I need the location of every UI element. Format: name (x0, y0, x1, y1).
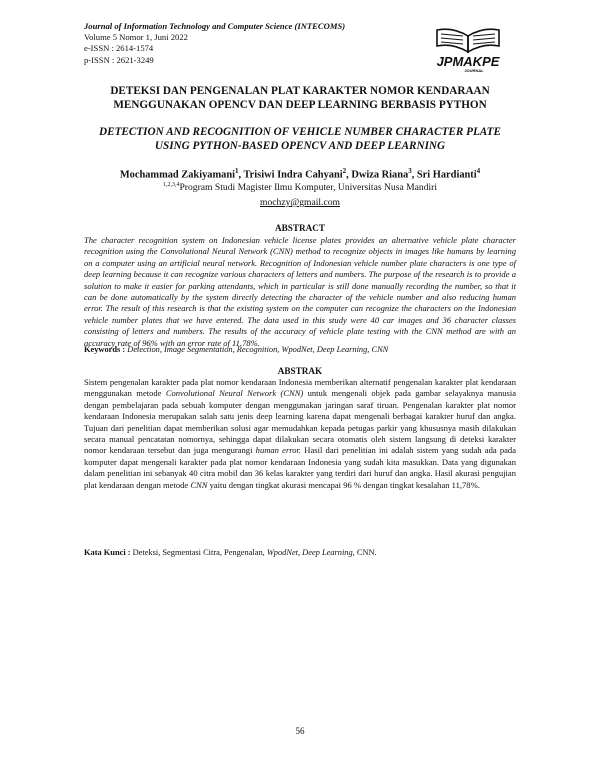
title-line: DETEKSI DAN PENGENALAN PLAT KARAKTER NOMOR KENDARAAN (110, 85, 490, 97)
affiliation-sup: 1,2,3,4 (162, 182, 180, 188)
author-email[interactable]: mochzy@gmail.com (260, 197, 340, 208)
journal-volume: Volume 5 Nomor 1, Juni 2022 (84, 32, 188, 43)
abstrak-text (84, 377, 516, 491)
book-logo-icon (437, 29, 499, 52)
title-line: DETECTION AND RECOGNITION OF VEHICLE NUMBER CHARACTER PLATE (99, 126, 501, 138)
keywords-value: Detection, Image Segmentation, Recognition, WpodNet, Deep Learning, CNN (127, 345, 389, 354)
logo-text: JPMAKPE (436, 54, 500, 69)
author-sup: 2 (342, 167, 347, 175)
title-line: USING PYTHON-BASED OPENCV AND DEEP LEARNING (154, 139, 446, 152)
affiliation (60, 182, 540, 193)
title-indonesian (60, 85, 540, 112)
page-number: 56 (295, 726, 305, 736)
keywords (84, 345, 516, 354)
title-line: MENGGUNAKAN OPENCV DAN DEEP LEARNING BERBASIS PYTHON (113, 98, 487, 111)
title-english (60, 126, 540, 153)
author-name: Mochammad Zakiyamani (119, 169, 235, 181)
kata-kunci-value: Deteksi, Segmentasi Citra, Pengenalan, (132, 548, 265, 557)
author-name: Sri Hardianti (416, 169, 477, 181)
kata-kunci-label: Kata Kunci : (84, 548, 131, 557)
author-list: Mochammad Zakiyamani$^1$, Trisiwi Indra Cahyani$^2$, Dwiza Riana$^3$, Sri Hardianti$^4$ (119, 167, 481, 181)
abstrak-segment: untuk mengenali objek pada gambar selayaknya manusia dengan pembelajaran pada sebuah komputer dengan menggunakan jaringan saraf tiruan. Pengenalan karakter plat nomor kendaraan Indonesia merupakan salah satu jenis deep learning karena dapat mengenali berbagai karakter huruf dan angka. Tujuan dari penelitian dapat memberikan solusi agar memudahkan kepada petugas parkir yang khususnya masih dilakukan secara manual pencatatan nomornya, sehingga dapat dilakukan secara otomatis oleh sistem langsung di deteksi karakter nomor kendaraan tersebut dan juga mengurangi (84, 388, 516, 456)
abstrak-segment: yaitu dengan tingkat akurasi mencapai 96 % dengan tingkat kesalahan 11,78%. (209, 479, 480, 490)
abstract-text: The character recognition system on Indonesian vehicle license plates provides an alternative vehicle plate character recognition using the Convolutional Neural Network (CNN) method to recognize objects in images like humans by learning on a computer using an artificial neural network. Recognition of Indonesian vehicle number plate characters is one type of deep learning because it can recognize various characters of letters and numbers. The purpose of the research is to provide a solution to make it easier for parking attendants, which in particular is still done manually recording the number, so that it can be done automatically by the system directly detecting the character of the vehicle number and also reducing human error. The result of this research is that the existing system on the computer can recognize the characters on the Indonesian vehicle number plates that we have entered. The data used in this study were 40 car images and 36 character classes consisting of letters and numbers. The results of the accuracy of vehicle plate testing with the CNN method are with an accuracy rate of 96% with an error rate of 11.78%. (84, 235, 516, 348)
abstrak-segment: Hasil dari penelitian ini adalah sistem yang sudah ada pada komputer dapat mengenali karakter pada plat nomor kendaraan Indonesia yang sudah kita masukkan. Data yang digunakan dalam penelitian ini sebanyak 40 citra mobil dan 36 kelas karakter yang terdiri dari huruf dan angka. Hasil akurasi pengujian plat kendaraan dengan metode (84, 445, 516, 490)
journal-header (84, 21, 345, 66)
author-sup: 4 (476, 167, 481, 175)
abstrak-italic: CNN (190, 479, 208, 490)
kata-kunci (84, 548, 516, 557)
affiliation-text: Program Studi Magister Ilmu Komputer, Universitas Nusa Mandiri (179, 182, 438, 194)
journal-eissn: e-ISSN : 2614-1574 (84, 43, 154, 54)
author-name: Trisiwi Indra Cahyani (243, 169, 343, 181)
abstract-heading: ABSTRACT (274, 223, 326, 233)
journal-title: Journal of Information Technology and Computer Science (INTECOMS) (84, 21, 346, 31)
kata-kunci-italic: WpodNet, Deep Learning (266, 548, 353, 557)
author-sup: 3 (408, 167, 412, 175)
logo-subtext: JOURNAL (464, 68, 484, 73)
author-sup: 1 (235, 167, 239, 175)
abstrak-heading: ABSTRAK (277, 366, 323, 376)
kata-kunci-tail: , CNN. (352, 548, 377, 557)
abstrak-italic: human error. (255, 445, 302, 456)
abstrak-segment: Sistem pengenalan karakter pada plat nomor kendaraan Indonesia memberikan alternatif pengenalan karakter plat kendaraan menggunakan metode (84, 377, 516, 399)
author-name: Dwiza Riana (351, 169, 409, 181)
keywords-label: Keywords : (84, 345, 126, 354)
journal-logo (425, 22, 511, 74)
abstrak-italic: Convolutional Neural Network (CNN) (165, 388, 304, 399)
journal-pissn: p-ISSN : 2621-3249 (84, 54, 154, 65)
